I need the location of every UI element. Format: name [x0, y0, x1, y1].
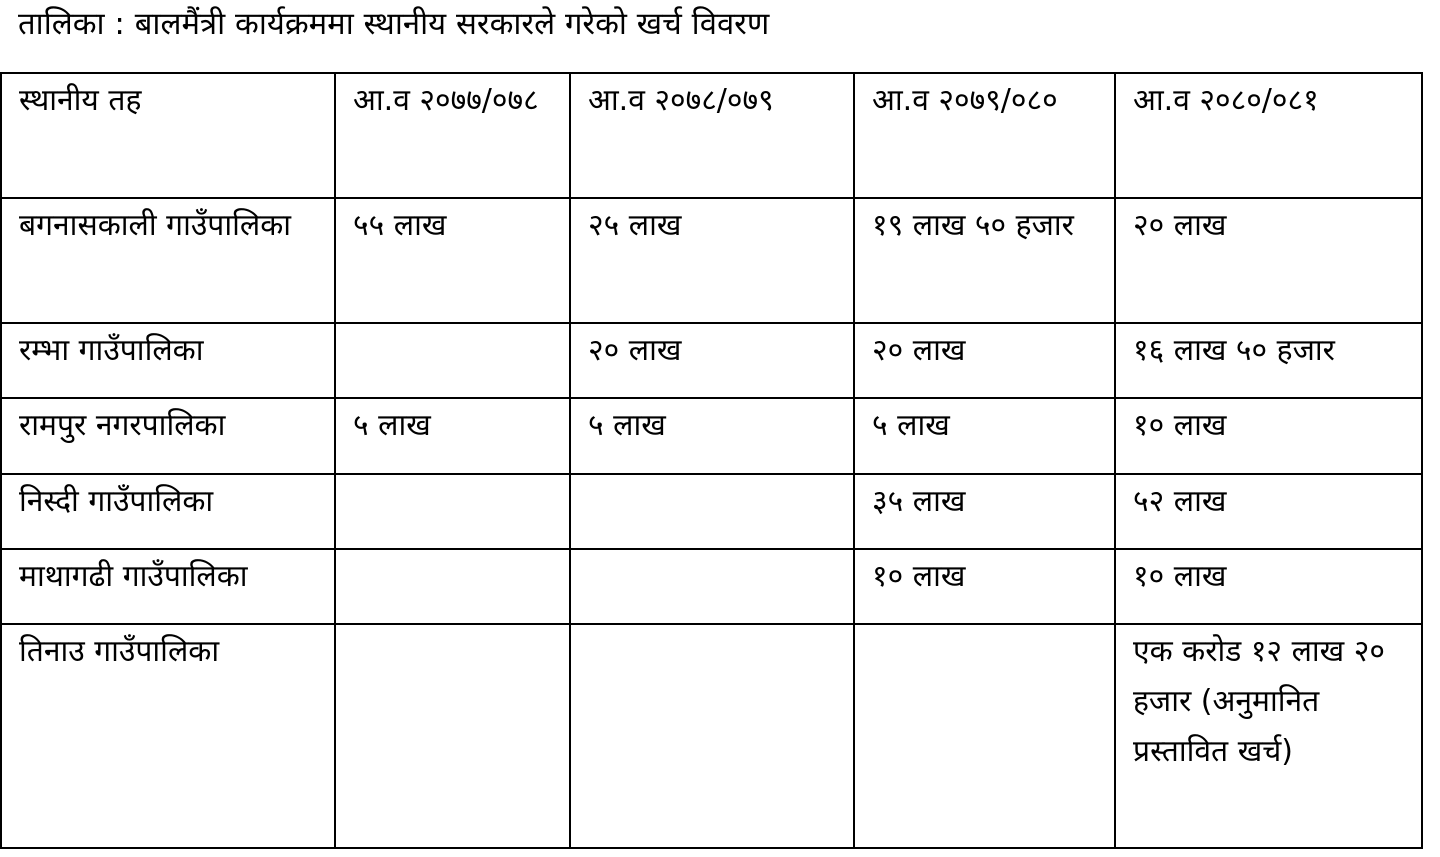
- cell-amount: [335, 549, 570, 624]
- cell-local-level: तिनाउ गाउँपालिका: [1, 624, 335, 848]
- cell-amount: १९ लाख ५० हजार: [854, 198, 1115, 323]
- cell-amount: ५२ लाख: [1115, 474, 1422, 549]
- table-row: [1, 398, 1422, 474]
- header-fy-2077-078: आ.व २०७७/०७८: [335, 73, 570, 198]
- cell-amount: [335, 323, 570, 398]
- cell-amount: [854, 624, 1115, 848]
- cell-amount: [570, 474, 854, 549]
- cell-amount: २० लाख: [854, 323, 1115, 398]
- cell-amount: [335, 624, 570, 848]
- cell-local-level: बगनासकाली गाउँपालिका: [1, 198, 335, 323]
- cell-amount: १० लाख: [1115, 549, 1422, 624]
- cell-local-level: रम्भा गाउँपालिका: [1, 323, 335, 398]
- cell-amount: [335, 474, 570, 549]
- table-row: [1, 549, 1422, 624]
- cell-amount: १० लाख: [1115, 398, 1422, 474]
- cell-amount: ५ लाख: [570, 398, 854, 474]
- cell-amount: ३५ लाख: [854, 474, 1115, 549]
- cell-amount: २० लाख: [570, 323, 854, 398]
- cell-amount: एक करोड १२ लाख २० हजार (अनुमानित प्रस्तावित खर्च): [1115, 624, 1422, 848]
- cell-amount: २५ लाख: [570, 198, 854, 323]
- cell-local-level: रामपुर नगरपालिका: [1, 398, 335, 474]
- table-row: [1, 198, 1422, 323]
- table-row: [1, 474, 1422, 549]
- cell-amount: [570, 624, 854, 848]
- expense-table: [0, 72, 1423, 849]
- cell-amount: [570, 549, 854, 624]
- header-fy-2078-079: आ.व २०७८/०७९: [570, 73, 854, 198]
- header-fy-2079-080: आ.व २०७९/०८०: [854, 73, 1115, 198]
- cell-amount: १६ लाख ५० हजार: [1115, 323, 1422, 398]
- cell-amount: ५ लाख: [335, 398, 570, 474]
- cell-local-level: निस्दी गाउँपालिका: [1, 474, 335, 549]
- table-row: [1, 323, 1422, 398]
- table-caption: तालिका : बालमैंत्री कार्यक्रममा स्थानीय सरकारले गरेको खर्च विवरण: [18, 6, 770, 42]
- cell-amount: ५५ लाख: [335, 198, 570, 323]
- cell-local-level: माथागढी गाउँपालिका: [1, 549, 335, 624]
- header-local-level: स्थानीय तह: [1, 73, 335, 198]
- cell-amount: १० लाख: [854, 549, 1115, 624]
- header-fy-2080-081: आ.व २०८०/०८१: [1115, 73, 1422, 198]
- cropped-next-line: [30, 850, 650, 857]
- table-row: [1, 624, 1422, 848]
- cell-amount: २० लाख: [1115, 198, 1422, 323]
- table-header-row: [1, 73, 1422, 198]
- cell-amount: ५ लाख: [854, 398, 1115, 474]
